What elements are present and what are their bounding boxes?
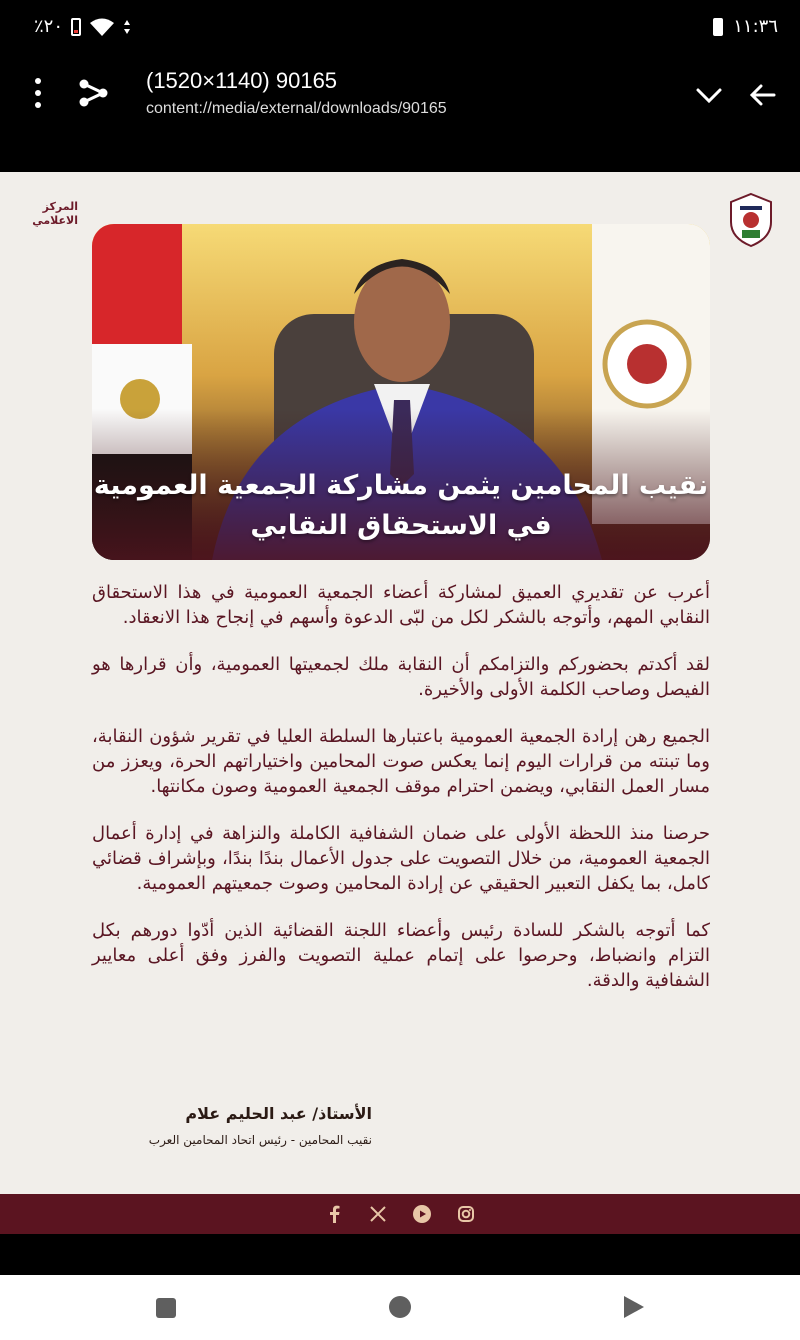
- data-arrows-icon: [123, 19, 131, 35]
- status-left: [34, 16, 131, 37]
- battery-icon: [713, 18, 723, 36]
- status-right: [713, 16, 778, 37]
- system-nav-bar: [0, 1275, 800, 1340]
- clock: ١١:٣٦: [733, 16, 778, 37]
- wifi-icon: [89, 17, 115, 37]
- signature-block: [92, 1104, 372, 1147]
- social-footer: [0, 1194, 800, 1234]
- youtube-icon: [411, 1203, 433, 1225]
- arrow-back-icon[interactable]: [746, 78, 780, 112]
- x-icon: [367, 1203, 389, 1225]
- title-block: [146, 68, 447, 118]
- more-vert-icon[interactable]: [26, 78, 50, 108]
- file-uri: content://media/external/downloads/90165: [146, 100, 447, 117]
- image-viewer[interactable]: [0, 132, 800, 1275]
- chevron-down-icon[interactable]: [692, 78, 726, 112]
- headline-line-2: في الاستحقاق النقابي: [250, 510, 552, 541]
- bar-association-logo-icon: [728, 192, 774, 248]
- paragraph: لقد أكدتم بحضوركم والتزامكم أن النقابة ملك لجمعيتها العمومية، وأن قرارها هو الفيصل وصاحب الكلمة الأولى والأخيرة.: [92, 654, 710, 700]
- signature-title: نقيب المحامين - رئيس اتحاد المحامين العرب: [148, 1133, 372, 1147]
- statement-body: [92, 580, 710, 1015]
- paragraph: كما أتوجه بالشكر للسادة رئيس وأعضاء اللجنة القضائية الذين أدّوا دورهم بكل التزام وانضباط، وحرصوا على إتمام عملية التصويت والفرز وفق أعلى معايير الشفافية والدقة.: [92, 920, 710, 991]
- battery-percent: ٪٢٠: [34, 16, 64, 37]
- home-icon[interactable]: [389, 1296, 411, 1318]
- signature-name: الأستاذ/ عبد الحليم علام: [185, 1104, 372, 1123]
- media-center-logo: المركز الاعلامي: [32, 200, 78, 227]
- instagram-icon: [455, 1203, 477, 1225]
- poster-image: [0, 172, 800, 1234]
- paragraph: الجميع رهن إرادة الجمعية العمومية باعتبارها السلطة العليا في تقرير شؤون النقابة، وما تبنته من قرارات اليوم إنما يعكس صوت المحامين واختياراتهم الحرة، ويعزز من مسار العمل النقابي، ويضمن احترام موقف الجمعية العمومية وصون مكانتها.: [92, 726, 710, 797]
- paragraph: أعرب عن تقديري العميق لمشاركة أعضاء الجمعية العمومية في هذا الاستحقاق النقابي المهم، وأتوجه بالشكر لكل من لبّى الدعوة وأسهم في إنجاح هذا الانعقاد.: [92, 582, 710, 628]
- file-title: (1520×1140) 90165: [146, 68, 338, 93]
- facebook-icon: [323, 1203, 345, 1225]
- headline-line-1: نقيب المحامين يثمن مشاركة الجمعية العمومية: [93, 470, 709, 501]
- hero-photo: [92, 224, 710, 560]
- status-bar: [0, 0, 800, 56]
- paragraph: حرصنا منذ اللحظة الأولى على ضمان الشفافية الكاملة والنزاهة في إدارة أعمال الجمعية العمومية، من خلال التصويت على جدول الأعمال بندًا بندًا، وبإشراف قضائي كامل، بما يكفل التعبير الحقيقي عن إرادة المحامين وصوت جمعيتهم العمومية.: [92, 823, 710, 894]
- app-bar: [0, 56, 800, 132]
- battery-low-icon: [71, 18, 81, 36]
- share-icon[interactable]: [76, 76, 110, 110]
- recents-icon[interactable]: [156, 1298, 176, 1318]
- headline: [92, 466, 710, 546]
- back-icon[interactable]: [624, 1296, 644, 1318]
